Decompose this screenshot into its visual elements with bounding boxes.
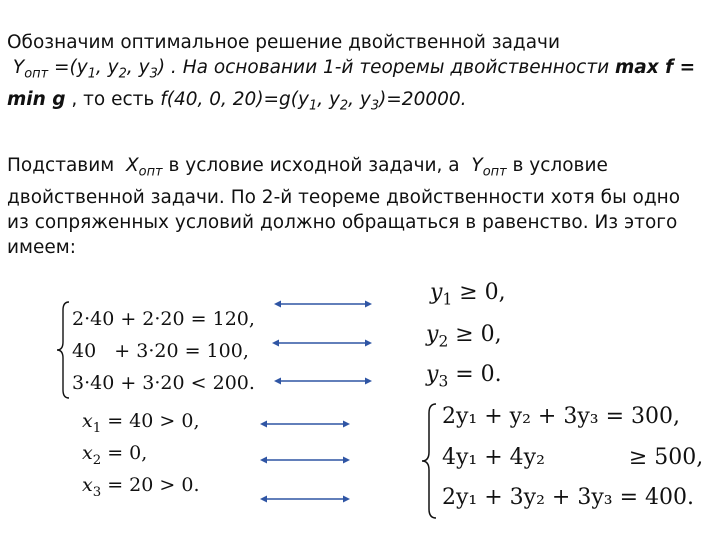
para1-line3 <box>7 87 719 119</box>
y-opt-eq: =(y <box>48 57 88 78</box>
x-opt-sub: опт <box>138 164 163 180</box>
paragraph-2 <box>7 153 719 260</box>
x1-relation: = 40 > 0, <box>101 410 200 432</box>
x2-relation: = 0, <box>101 442 148 464</box>
double-arrow-4 <box>258 417 352 431</box>
equality-rest: , y <box>317 88 340 110</box>
right-eq-2: 4y₁ + 4y₂ ≥ 500, <box>442 445 704 470</box>
right-var-y2 <box>426 322 502 350</box>
y3-sub: 3 <box>438 372 449 391</box>
y1-sub: 1 <box>442 290 453 309</box>
right-var-y1 <box>430 280 506 308</box>
sub-2b: 2 <box>339 98 349 114</box>
left-eq-1: 2·40 + 2·20 = 120, <box>72 308 255 330</box>
left-var-x2 <box>82 442 147 468</box>
y3-relation: = 0. <box>448 362 502 387</box>
right-var-y3 <box>426 362 502 390</box>
y-opt-close: ) . На основании 1-й теоремы двойственности <box>157 57 616 78</box>
equality-start: f(40, 0, 20)=g(y <box>160 88 309 110</box>
x3-relation: = 20 > 0. <box>101 474 200 496</box>
sub-3b: 3 <box>370 98 380 114</box>
y1-symbol: y <box>430 280 443 305</box>
equality-rest2: , y <box>348 88 371 110</box>
sub-2: 2 <box>118 66 127 82</box>
y2-relation: ≥ 0, <box>448 322 502 347</box>
right-eq-1: 2y₁ + y₂ + 3y₃ = 300, <box>442 404 680 429</box>
double-arrow-1 <box>272 297 374 311</box>
y-opt-rest: , y <box>95 57 119 78</box>
y-opt-sub-2: опт <box>482 164 507 180</box>
double-arrow-5 <box>258 453 352 467</box>
x2-sub: 2 <box>92 452 102 468</box>
para2-line2: двойственной задачи. По 2-й теореме двойственности хотя бы одно <box>7 186 681 208</box>
right-eq-3: 2y₁ + 3y₂ + 3y₃ = 400. <box>442 485 694 510</box>
sub-3: 3 <box>149 66 158 82</box>
min-g: min g <box>7 88 66 110</box>
max-f: max f = <box>615 57 696 78</box>
double-arrow-3 <box>272 374 374 388</box>
para2-line1 <box>7 153 719 185</box>
x3-symbol: x <box>82 474 93 496</box>
sub-1b: 1 <box>308 98 318 114</box>
double-arrow-6 <box>258 492 352 506</box>
x1-sub: 1 <box>92 420 102 436</box>
y-opt-sub: опт <box>24 66 49 82</box>
line3-mid: , то есть <box>65 88 161 110</box>
x3-sub: 3 <box>92 484 102 500</box>
x-opt-label: X <box>125 155 139 176</box>
para2-start: Подставим <box>7 155 121 176</box>
para2-mid1: в условие исходной задачи, а <box>162 155 466 176</box>
left-eq-2: 40 + 3·20 = 100, <box>72 340 249 362</box>
y-opt-rest2: , y <box>126 57 150 78</box>
y2-sub: 2 <box>438 332 449 351</box>
y-opt-label-2: Y <box>471 155 483 176</box>
para2-line4: имеем: <box>7 236 76 258</box>
y2-symbol: y <box>426 322 439 347</box>
paragraph-1 <box>7 30 719 118</box>
para2-mid2: в условие <box>506 155 608 176</box>
equality-end: )=20000. <box>379 88 467 110</box>
right-system-brace <box>420 402 438 520</box>
left-var-x1 <box>82 410 200 436</box>
left-eq-3: 3·40 + 3·20 < 200. <box>72 372 255 394</box>
para2-line3: из сопряженных условий должно обращаться в равенство. Из этого <box>7 211 678 233</box>
para1-line2 <box>7 55 719 87</box>
para1-line1: Обозначим оптимальное решение двойственной задачи <box>7 32 561 53</box>
y3-symbol: y <box>426 362 439 387</box>
x2-symbol: x <box>82 442 93 464</box>
sub-1: 1 <box>87 66 96 82</box>
left-system-brace <box>55 300 71 400</box>
x1-symbol: x <box>82 410 93 432</box>
y1-relation: ≥ 0, <box>452 280 506 305</box>
left-var-x3 <box>82 474 200 500</box>
y-opt-label: Y <box>12 57 25 78</box>
double-arrow-2 <box>270 336 374 350</box>
